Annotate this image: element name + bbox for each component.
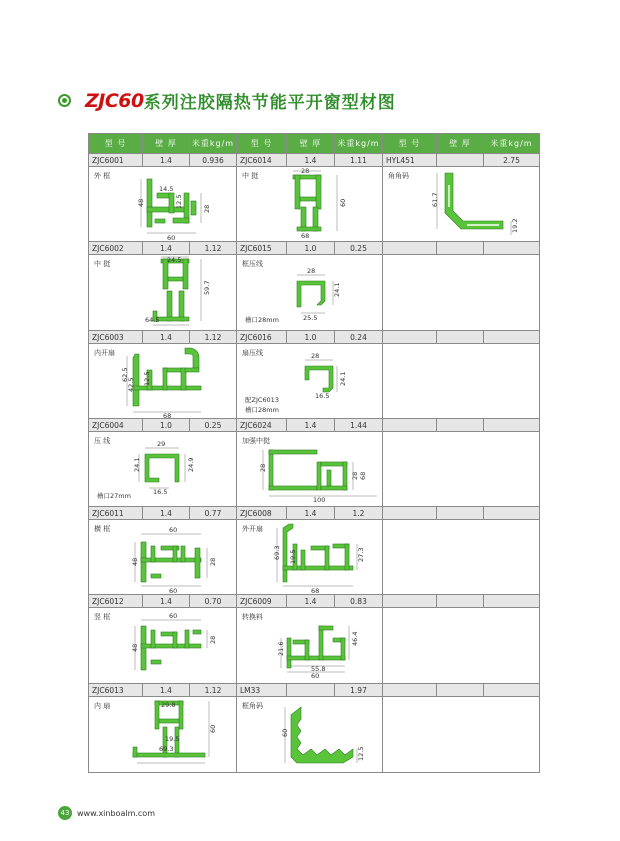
model-cell: ZJC6015 — [237, 242, 287, 255]
drawing-row — [89, 255, 540, 331]
profile-drawing — [237, 167, 383, 241]
dim-label: 48 — [137, 198, 145, 207]
model-cell: ZJC6002 — [89, 242, 143, 255]
empty-cell — [383, 608, 540, 684]
drawing-cell — [237, 520, 383, 595]
empty-cell — [484, 684, 540, 697]
drawing-cell — [237, 608, 383, 684]
profile-label: 框角码 — [242, 702, 263, 710]
profile-label: 中 挺 — [242, 172, 259, 180]
wall-cell: 1.4 — [143, 242, 190, 255]
spec-row — [89, 419, 540, 432]
note-text: 槽口28mm — [245, 316, 279, 324]
dim-label: 46.4 — [351, 631, 359, 646]
wall-cell: 1.0 — [287, 331, 335, 344]
model-cell: ZJC6008 — [237, 507, 287, 520]
drawing-cell — [237, 255, 383, 331]
dim-label: 12.5 — [143, 371, 151, 386]
empty-cell — [437, 684, 484, 697]
dim-label: 68 — [301, 232, 310, 240]
dim-label: 16.5 — [153, 488, 168, 496]
dim-label: 19.5 — [289, 549, 297, 564]
dim-label: 42.5 — [127, 377, 135, 392]
empty-cell — [383, 242, 437, 255]
dim-label: 28 — [209, 557, 217, 566]
wall-cell: 1.0 — [287, 242, 335, 255]
spec-row — [89, 684, 540, 697]
dim-label: 64.5 — [145, 316, 160, 324]
empty-cell — [484, 242, 540, 255]
empty-cell — [484, 507, 540, 520]
empty-cell — [383, 255, 540, 331]
weight-cell: 0.70 — [190, 595, 237, 608]
model-cell: ZJC6009 — [237, 595, 287, 608]
dim-label: 60 — [311, 672, 320, 680]
weight-cell: 0.77 — [190, 507, 237, 520]
weight-cell: 0.25 — [335, 242, 383, 255]
website-url: www.xinboalm.com — [77, 808, 155, 818]
profile-drawing — [89, 520, 237, 594]
dim-label: 25.5 — [303, 314, 318, 322]
empty-cell — [383, 507, 437, 520]
dim-label: 28 — [351, 471, 359, 480]
header-cell: 米重kg/m — [335, 134, 383, 154]
empty-cell — [383, 520, 540, 595]
profile-label: 横 框 — [94, 525, 111, 533]
profile-label: 加强中挺 — [242, 437, 270, 445]
page-number: 43 — [58, 806, 72, 820]
drawing-cell — [89, 167, 237, 242]
header-cell: 型 号 — [237, 134, 287, 154]
dim-label: 69.3 — [159, 745, 174, 753]
dim-label: 68 — [359, 471, 367, 480]
empty-cell — [383, 344, 540, 419]
dim-label: 12.5 — [175, 194, 183, 209]
profile-drawing — [89, 255, 237, 330]
spec-row — [89, 331, 540, 344]
dim-label: 19.2 — [511, 218, 519, 233]
dim-label: 59.7 — [203, 280, 211, 295]
profile-label: 外开扇 — [242, 525, 263, 533]
header-cell: 型 号 — [383, 134, 437, 154]
model-cell: ZJC6011 — [89, 507, 143, 520]
drawing-cell — [89, 255, 237, 331]
drawing-cell — [89, 608, 237, 684]
drawing-row — [89, 432, 540, 507]
dim-label: 60 — [169, 526, 178, 534]
wall-cell: 1.0 — [143, 419, 190, 432]
dim-label: 69.3 — [273, 545, 281, 560]
dim-label: 60 — [281, 728, 289, 737]
dim-label: 55.8 — [311, 665, 326, 673]
empty-cell — [383, 432, 540, 507]
wall-cell — [287, 684, 335, 697]
dim-label: 24.5 — [167, 256, 182, 264]
dim-label: 28 — [203, 204, 211, 213]
dim-label: 48 — [131, 557, 139, 566]
wall-cell: 1.4 — [143, 154, 190, 167]
wall-cell: 1.4 — [143, 684, 190, 697]
dim-label: 61.7 — [431, 192, 439, 207]
page-title — [58, 88, 396, 113]
weight-cell: 0.24 — [335, 331, 383, 344]
header-cell: 米重kg/m — [190, 134, 237, 154]
drawing-cell — [237, 432, 383, 507]
header-cell: 壁 厚 — [287, 134, 335, 154]
profile-label: 角角码 — [388, 172, 409, 180]
spec-row — [89, 242, 540, 255]
weight-cell: 2.75 — [484, 154, 540, 167]
wall-cell: 1.4 — [287, 507, 335, 520]
dim-label: 28 — [307, 267, 316, 275]
dim-label: 24.1 — [133, 457, 141, 472]
empty-cell — [437, 242, 484, 255]
empty-cell — [437, 331, 484, 344]
wall-cell: 1.4 — [287, 154, 335, 167]
drawing-row — [89, 344, 540, 419]
drawing-cell — [89, 520, 237, 595]
page-footer — [58, 806, 155, 820]
dim-label: 68 — [311, 587, 320, 594]
weight-cell: 0.25 — [190, 419, 237, 432]
weight-cell: 1.2 — [335, 507, 383, 520]
model-cell: ZJC6024 — [237, 419, 287, 432]
dim-label: 29 — [157, 440, 166, 448]
profile-label: 压 线 — [94, 437, 111, 445]
wall-cell: 1.4 — [143, 595, 190, 608]
empty-cell — [484, 595, 540, 608]
profile-drawing — [383, 167, 540, 241]
dim-label: 68 — [163, 412, 172, 418]
profile-label: 竖 框 — [94, 613, 111, 621]
profile-drawing — [237, 608, 383, 683]
dim-label: 19.5 — [165, 735, 180, 743]
empty-cell — [383, 595, 437, 608]
model-cell: HYL451 — [383, 154, 437, 167]
dim-label: 16.5 — [315, 392, 330, 400]
bullet-icon — [58, 94, 71, 107]
profile-label: 扇压线 — [242, 349, 263, 357]
header-cell: 壁 厚 — [143, 134, 190, 154]
dim-label: 27.3 — [357, 547, 365, 562]
drawing-cell — [89, 432, 237, 507]
dim-label: 12.5 — [357, 746, 365, 761]
drawing-cell — [89, 344, 237, 419]
profile-drawing — [89, 344, 237, 418]
profile-drawing — [89, 167, 237, 241]
dim-label: 28 — [259, 463, 267, 472]
empty-cell — [484, 419, 540, 432]
wall-cell — [437, 154, 484, 167]
weight-cell: 1.12 — [190, 331, 237, 344]
dim-label: 60 — [167, 234, 176, 241]
note-text: 槽口27mm — [97, 492, 131, 500]
profile-drawing — [237, 520, 383, 594]
drawing-cell — [383, 167, 540, 242]
header-row — [89, 134, 540, 154]
empty-cell — [437, 419, 484, 432]
dim-label: 29.8 — [161, 701, 176, 709]
dim-label: 24.9 — [187, 457, 195, 472]
profile-drawing — [89, 697, 237, 772]
weight-cell: 1.12 — [190, 684, 237, 697]
series-name: 系列注胶隔热节能平开窗型材图 — [143, 93, 396, 113]
weight-cell: 1.44 — [335, 419, 383, 432]
empty-cell — [437, 507, 484, 520]
profile-drawing — [89, 608, 237, 683]
weight-cell: 0.936 — [190, 154, 237, 167]
weight-cell: 1.11 — [335, 154, 383, 167]
dim-label: 60 — [339, 198, 347, 207]
drawing-row — [89, 697, 540, 773]
wall-cell: 1.4 — [143, 331, 190, 344]
profile-label: 外 框 — [94, 172, 111, 180]
header-cell: 米重kg/m — [484, 134, 540, 154]
dim-label: 24.1 — [333, 282, 341, 297]
dim-label: 100 — [313, 496, 326, 504]
profile-label: 框压线 — [242, 260, 263, 268]
model-cell: ZJC6003 — [89, 331, 143, 344]
empty-cell — [484, 331, 540, 344]
model-cell: ZJC6013 — [89, 684, 143, 697]
weight-cell: 1.12 — [190, 242, 237, 255]
dim-label: 60 — [209, 724, 217, 733]
drawing-cell — [237, 167, 383, 242]
profile-label: 中 挺 — [94, 260, 111, 268]
drawing-row — [89, 520, 540, 595]
empty-cell — [383, 697, 540, 773]
profile-label: 转换料 — [242, 613, 263, 621]
drawing-row — [89, 167, 540, 242]
profile-label: 内开扇 — [94, 349, 115, 357]
model-cell: ZJC6016 — [237, 331, 287, 344]
model-cell: ZJC6001 — [89, 154, 143, 167]
empty-cell — [383, 419, 437, 432]
drawing-cell — [89, 697, 237, 773]
spec-row — [89, 154, 540, 167]
dim-label: 24.1 — [339, 371, 347, 386]
profile-drawing — [237, 432, 383, 506]
note-text: 槽口28mm — [245, 406, 279, 414]
dim-label: 62.5 — [121, 367, 129, 382]
dim-label: 48 — [131, 643, 139, 652]
series-code: ZJC60 — [85, 89, 144, 112]
empty-cell — [437, 595, 484, 608]
drawing-row — [89, 608, 540, 684]
profile-drawing — [237, 697, 383, 772]
empty-cell — [383, 331, 437, 344]
model-cell: ZJC6014 — [237, 154, 287, 167]
model-cell: LM33 — [237, 684, 287, 697]
dim-label: 28 — [209, 635, 217, 644]
weight-cell: 0.83 — [335, 595, 383, 608]
dim-label: 60 — [169, 612, 178, 620]
dim-label: 14.5 — [159, 185, 174, 193]
wall-cell: 1.4 — [287, 419, 335, 432]
dim-label: 28 — [311, 352, 320, 360]
wall-cell: 1.4 — [287, 595, 335, 608]
model-cell: ZJC6012 — [89, 595, 143, 608]
header-cell: 型 号 — [89, 134, 143, 154]
spec-row — [89, 507, 540, 520]
dim-label: 21.6 — [277, 641, 285, 656]
weight-cell: 1.97 — [335, 684, 383, 697]
note-text: 配ZJC6013 — [245, 396, 279, 404]
model-cell: ZJC6004 — [89, 419, 143, 432]
dim-label: 60 — [169, 587, 178, 594]
header-cell: 壁 厚 — [437, 134, 484, 154]
spec-row — [89, 595, 540, 608]
wall-cell: 1.4 — [143, 507, 190, 520]
profile-label: 内 扇 — [94, 702, 111, 710]
drawing-cell — [237, 344, 383, 419]
empty-cell — [383, 684, 437, 697]
dim-label: 28 — [301, 167, 310, 175]
profile-catalog-table — [88, 133, 540, 773]
drawing-cell — [237, 697, 383, 773]
